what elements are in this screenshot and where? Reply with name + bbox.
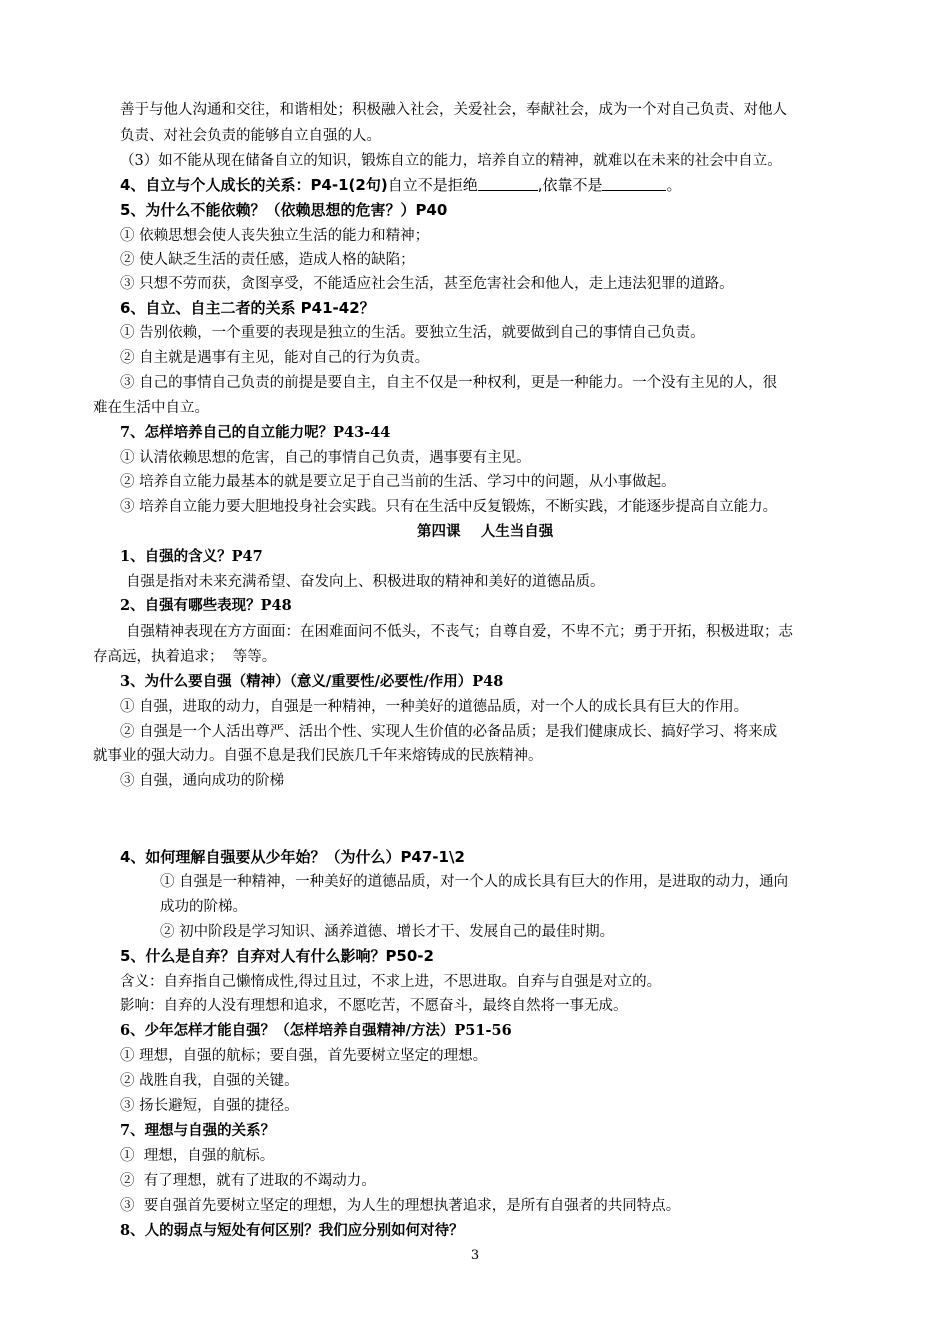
- paragraph-line: 影响：自弃的人没有理想和追求，不愿吃苦，不愿奋斗，最终自然将一事无成。: [120, 998, 628, 1014]
- list-item: ② 培养自立能力最基本的就是要立足于自己当前的生活、学习中的问题，从小事做起。: [120, 474, 676, 490]
- list-item-continuation: 成功的阶梯。: [160, 899, 247, 915]
- fill-prompt: 。: [666, 176, 682, 194]
- list-item: ② 使人缺乏生活的责任感，造成人格的缺陷；: [120, 252, 415, 268]
- paragraph-line: 自强精神表现在方方面面：在困难面问不低头，不丧气；自尊自爱，不卑不亢；勇于开拓，积极进取；志: [126, 624, 793, 640]
- paragraph-line: （3）如不能从现在储备自立的知识，锻炼自立的能力，培养自立的精神，就难以在未来的社会中自立。: [120, 153, 782, 169]
- list-item: ② 有了理想，就有了进取的不竭动力。: [120, 1173, 376, 1189]
- paragraph-line: 负责、对社会负责的能够自立自强的人。: [120, 128, 381, 144]
- list-item: ① 理想，自强的航标。: [120, 1148, 275, 1164]
- list-item: ③ 扬长避短，自强的捷径。: [120, 1098, 299, 1114]
- question-heading-7: 7、怎样培养自己的自立能力呢？P43-44: [120, 424, 391, 441]
- paragraph-line: 自强是指对未来充满希望、奋发向上、积极进取的精神和美好的道德品质。: [126, 574, 605, 590]
- list-item: ① 依赖思想会使人丧失独立生活的能力和精神；: [120, 228, 430, 244]
- list-item: ③ 自强，通向成功的阶梯: [120, 773, 285, 789]
- paragraph-line: 存高远，执着追求； 等等。: [93, 649, 277, 665]
- lesson-title: 第四课 人生当自强: [417, 524, 554, 540]
- question-heading: 4、如何理解自强要从少年始？（为什么）P47-1\2: [120, 848, 465, 866]
- list-item: ① 自强，进取的动力，自强是一种精神，一种美好的道德品质，对一个人的成长具有巨大的作用。: [120, 699, 749, 715]
- list-item: ① 理想，自强的航标；要自强，首先要树立坚定的理想。: [120, 1048, 488, 1064]
- paragraph-line: 善于与他人沟通和交往，和谐相处；积极融入社会，关爱社会，奉献社会，成为一个对自己负责、对他人: [120, 102, 787, 118]
- page-number: 3: [470, 1248, 480, 1263]
- fill-prompt: ,依靠不是: [537, 176, 603, 194]
- question-heading: 3、为什么要自强（精神）（意义/重要性/必要性/作用）P48: [120, 673, 504, 690]
- question-heading: 7、理想与自强的关系？: [120, 1122, 276, 1139]
- question-heading: 5、什么是自弃？自弃对人有什么影响？P50-2: [120, 947, 434, 965]
- list-item: ② 自强是一个人活出尊严、活出个性、实现人生价值的必备品质；是我们健康成长、搞好学习、将来成: [120, 724, 778, 740]
- question-heading: 1、自强的含义？P47: [120, 548, 263, 565]
- list-item-continuation: 难在生活中自立。: [93, 400, 209, 416]
- question-heading-6: 6、自立、自主二者的关系 P41-42？: [120, 299, 375, 317]
- list-item: ① 认清依赖思想的危害，自己的事情自己负责，遇事要有主见。: [120, 450, 531, 466]
- fill-prompt: 自立不是拒绝: [387, 176, 478, 194]
- list-item-continuation: 就事业的强大动力。自强不息是我们民族几千年来熔铸成的民族精神。: [93, 748, 543, 764]
- answer-blank[interactable]: [602, 175, 666, 191]
- question-heading-5: 5、为什么不能依赖？（依赖思想的危害？）P40: [120, 201, 448, 219]
- list-item: ③ 要自强首先要树立坚定的理想，为人生的理想执著追求，是所有自强者的共同特点。: [120, 1198, 681, 1214]
- list-item: ③ 只想不劳而获，贪图享受，不能适应社会生活，甚至危害社会和他人，走上违法犯罪的道路。: [120, 276, 734, 292]
- list-item: ① 告别依赖，一个重要的表现是独立的生活。要独立生活，就要做到自己的事情自己负责。: [120, 325, 705, 341]
- list-item: ③ 培养自立能力要大胆地投身社会实践。只有在生活中反复锻炼，不断实践，才能逐步提高自立能力。: [120, 499, 778, 515]
- question-heading-4: [120, 175, 682, 195]
- list-item: ② 战胜自我，自强的关键。: [120, 1073, 299, 1089]
- heading-text: 4、自立与个人成长的关系：P4-1(2句): [120, 176, 388, 194]
- list-item: ② 初中阶段是学习知识、涵养道德、增长才干、发展自己的最佳时期。: [160, 924, 615, 940]
- question-heading: 8、人的弱点与短处有何区别？我们应分别如何对待？: [120, 1222, 464, 1239]
- list-item: ② 自主就是遇事有主见，能对自己的行为负责。: [120, 350, 430, 366]
- question-heading: 2、自强有哪些表现？P48: [120, 597, 292, 614]
- list-item: ① 自强是一种精神，一种美好的道德品质，对一个人的成长具有巨大的作用，是进取的动力，通向: [160, 874, 789, 890]
- question-heading: 6、少年怎样才能自强？（怎样培养自强精神/方法）P51-56: [120, 1022, 512, 1039]
- list-item: ③ 自己的事情自己负责的前提是要自主，自主不仅是一种权利，更是一种能力。一个没有主见的人，很: [120, 375, 778, 391]
- paragraph-line: 含义：自弃指自己懒惰成性,得过且过，不求上进，不思进取。自弃与自强是对立的。: [120, 974, 662, 990]
- answer-blank[interactable]: [478, 175, 538, 191]
